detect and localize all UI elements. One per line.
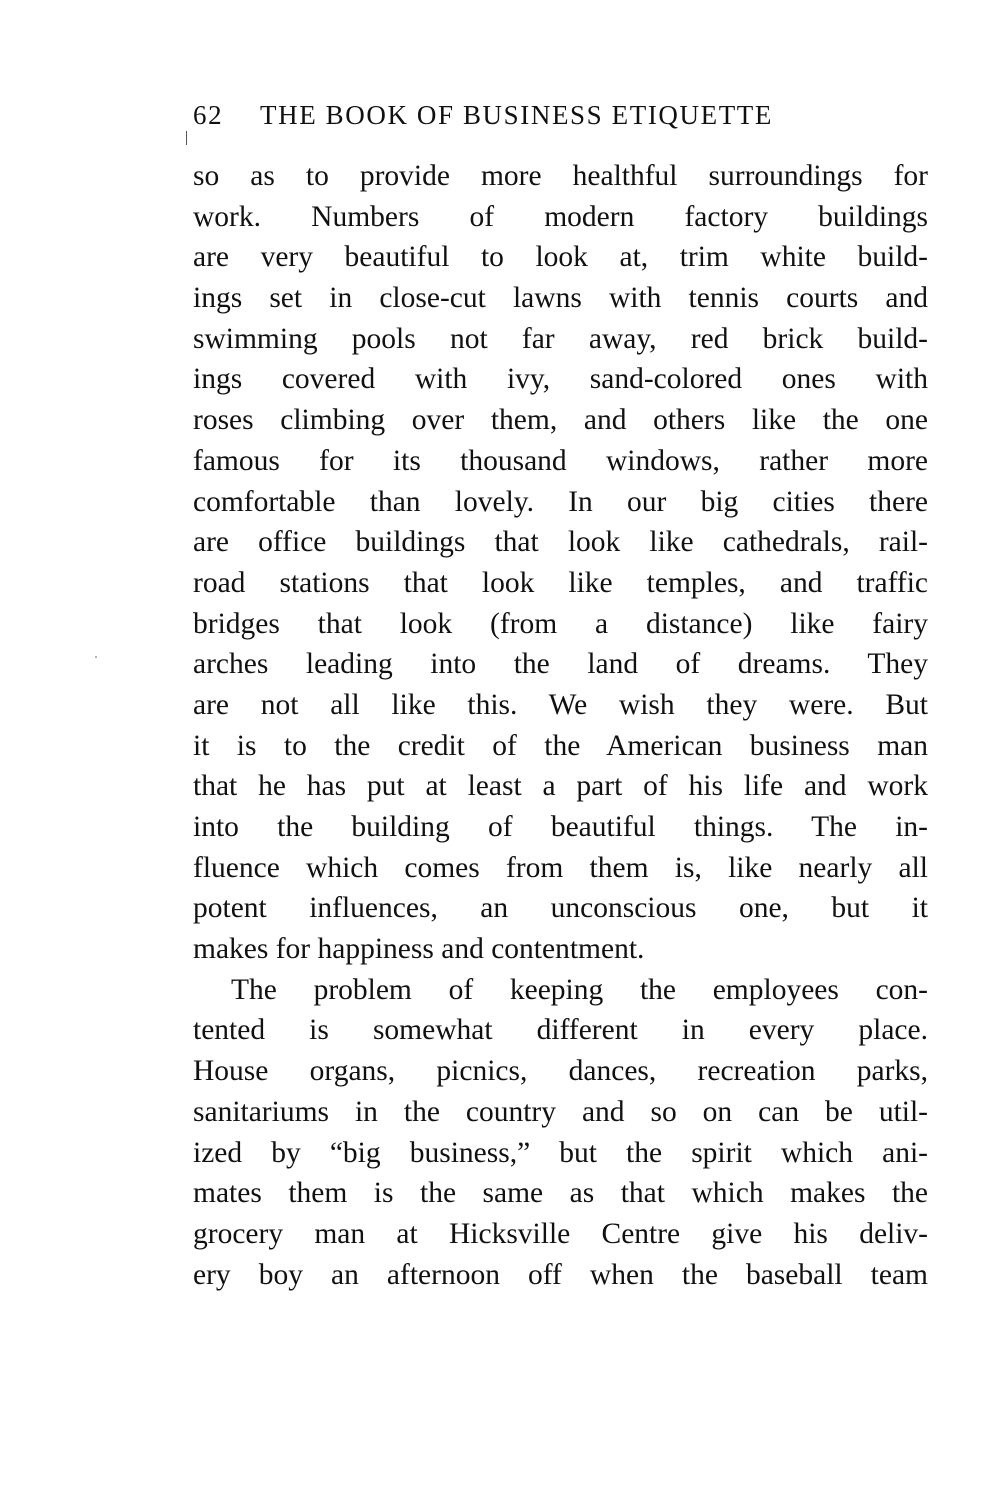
print-speck	[95, 656, 97, 658]
text-line: sanitariums in the country and so on can be util-	[193, 1095, 928, 1128]
text-line: The problem of keeping the employees con-	[231, 973, 928, 1006]
text-line: it is to the credit of the American business man	[193, 729, 928, 762]
text-line: mates them is the same as that which makes the	[193, 1177, 928, 1210]
print-tick-mark	[186, 131, 187, 145]
text-line: grocery man at Hicksville Centre give his deliv-	[193, 1217, 928, 1250]
text-line: so as to provide more healthful surroundings for	[193, 160, 928, 192]
text-line: are very beautiful to look at, trim white build-	[193, 241, 928, 274]
text-line: swimming pools not far away, red brick build-	[193, 322, 928, 355]
text-line: roses climbing over them, and others like the one	[193, 404, 928, 437]
paragraph-1	[193, 156, 928, 970]
paragraph-2	[193, 970, 928, 1296]
text-line: that he has put at least a part of his life and work	[193, 770, 928, 803]
text-line: makes for happiness and contentment.	[193, 933, 645, 966]
text-line: tented is somewhat different in every place.	[193, 1014, 928, 1047]
text-line: ings set in close-cut lawns with tennis courts and	[193, 282, 928, 315]
text-line: work. Numbers of modern factory buildings	[193, 200, 928, 233]
running-head	[193, 100, 928, 140]
text-line: are office buildings that look like cathedrals, rail-	[193, 526, 928, 559]
text-line: are not all like this. We wish they were. But	[193, 688, 928, 721]
text-line: arches leading into the land of dreams. They	[193, 648, 928, 681]
text-line: ings covered with ivy, sand-colored ones with	[193, 363, 928, 396]
text-line: ery boy an afternoon off when the baseball team	[193, 1258, 928, 1291]
text-line: road stations that look like temples, and traffic	[193, 566, 928, 599]
body-text	[193, 156, 928, 1295]
running-title: THE BOOK OF BUSINESS ETIQUETTE	[260, 100, 773, 130]
text-line: famous for its thousand windows, rather more	[193, 444, 928, 477]
text-line: House organs, picnics, dances, recreation parks,	[193, 1055, 928, 1088]
text-line: fluence which comes from them is, like nearly all	[193, 851, 928, 884]
text-line: into the building of beautiful things. The in-	[193, 811, 928, 843]
text-line: comfortable than lovely. In our big cities there	[193, 485, 928, 518]
page-number: 62	[193, 100, 224, 130]
text-line: bridges that look (from a distance) like fairy	[193, 607, 928, 640]
text-line: ized by “big business,” but the spirit which ani-	[193, 1136, 928, 1169]
text-line: potent influences, an unconscious one, but it	[193, 892, 928, 925]
